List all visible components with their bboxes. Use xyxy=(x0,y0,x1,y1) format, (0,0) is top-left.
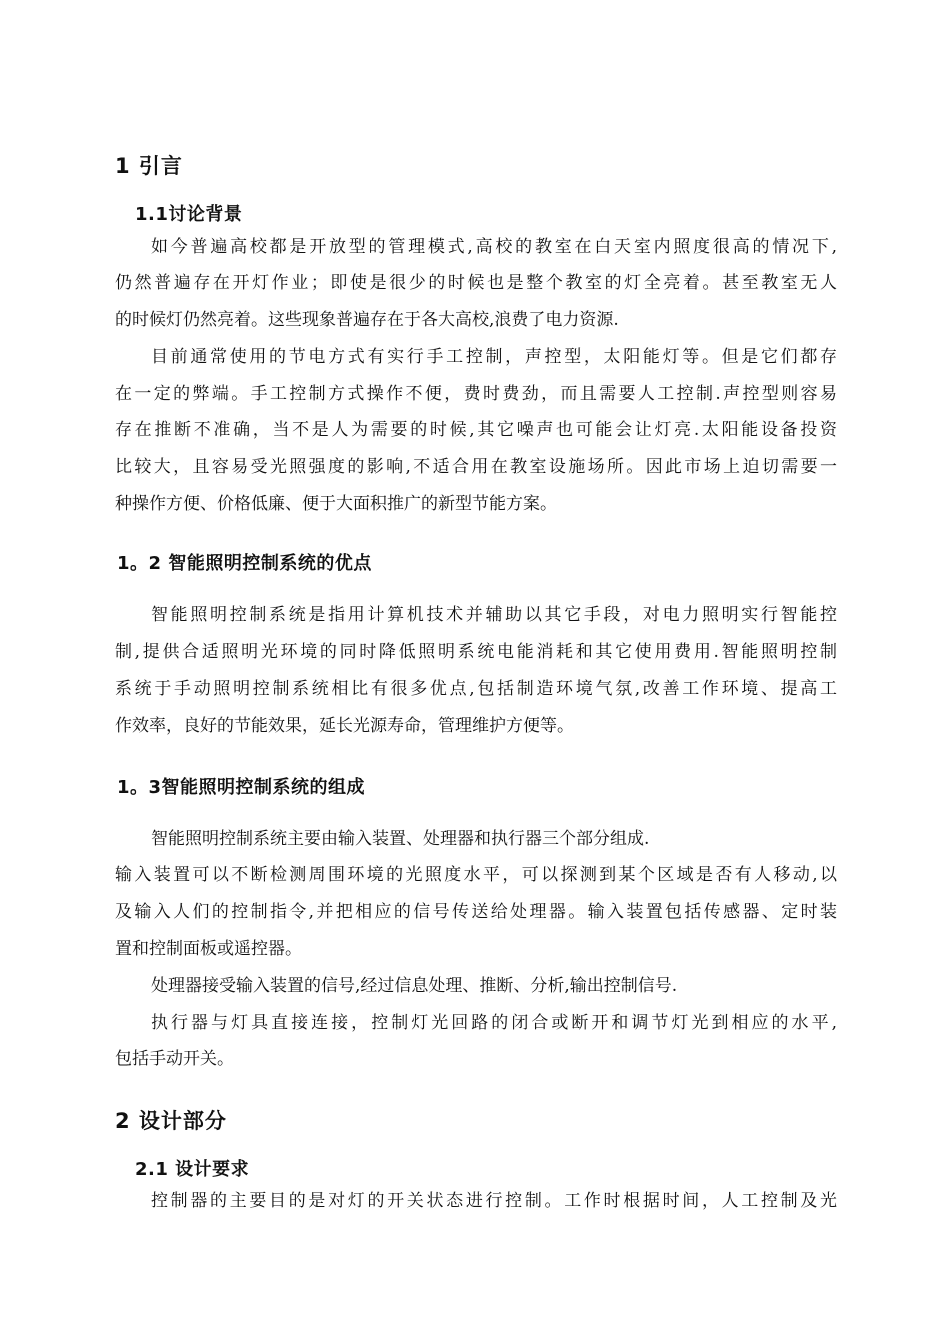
section-1-heading: 1 引言 xyxy=(115,154,183,178)
paragraph-line: 的时候灯仍然亮着。这些现象普遍存在于各大高校,浪费了电力资源. xyxy=(115,310,619,330)
paragraph-line: 制,提供合适照明光环境的同时降低照明系统电能消耗和其它使用费用.智能照明控制 xyxy=(115,642,837,662)
section-1-2-heading: 1。2 智能照明控制系统的优点 xyxy=(117,553,372,574)
paragraph-line: 执行器与灯具直接连接，控制灯光回路的闭合或断开和调节灯光到相应的水平, xyxy=(151,1013,837,1033)
paragraph-line: 输入装置可以不断检测周围环境的光照度水平，可以探测到某个区域是否有人移动,以 xyxy=(115,865,837,885)
paragraph-line: 比较大，且容易受光照强度的影响,不适合用在教室设施场所。因此市场上迫切需要一 xyxy=(115,457,837,477)
paragraph-line: 仍然普遍存在开灯作业；即使是很少的时候也是整个教室的灯全亮着。甚至教室无人 xyxy=(115,273,837,293)
section-1-1-heading: 1.1讨论背景 xyxy=(135,204,243,225)
section-1-3-heading: 1。3智能照明控制系统的组成 xyxy=(117,777,366,798)
paragraph-line: 目前通常使用的节电方式有实行手工控制，声控型，太阳能灯等。但是它们都存 xyxy=(151,347,837,367)
paragraph-line: 智能照明控制系统是指用计算机技术并辅助以其它手段，对电力照明实行智能控 xyxy=(151,605,837,625)
section-2-1-heading: 2.1 设计要求 xyxy=(135,1159,250,1180)
paragraph-line: 智能照明控制系统主要由输入装置、处理器和执行器三个部分组成. xyxy=(151,829,650,849)
paragraph-line: 控制器的主要目的是对灯的开关状态进行控制。工作时根据时间，人工控制及光 xyxy=(151,1191,837,1211)
paragraph-line: 及输入人们的控制指令,并把相应的信号传送给处理器。输入装置包括传感器、定时装 xyxy=(115,902,837,922)
paragraph-line: 在一定的弊端。手工控制方式操作不便，费时费劲，而且需要人工控制.声控型则容易 xyxy=(115,384,837,404)
paragraph-line: 如今普遍高校都是开放型的管理模式,高校的教室在白天室内照度很高的情况下, xyxy=(151,237,837,257)
paragraph-line: 置和控制面板或遥控器。 xyxy=(115,939,302,959)
paragraph-line: 包括手动开关。 xyxy=(115,1049,234,1069)
section-2-heading: 2 设计部分 xyxy=(115,1109,227,1133)
paragraph-line: 处理器接受输入装置的信号,经过信息处理、推断、分析,输出控制信号. xyxy=(151,976,678,996)
paragraph-line: 系统于手动照明控制系统相比有很多优点,包括制造环境气氛,改善工作环境、提高工 xyxy=(115,679,837,699)
paragraph-line: 作效率，良好的节能效果，延长光源寿命，管理维护方便等。 xyxy=(115,716,574,736)
paragraph-line: 存在推断不准确，当不是人为需要的时候,其它噪声也可能会让灯亮.太阳能设备投资 xyxy=(115,420,837,440)
paragraph-line: 种操作方便、价格低廉、便于大面积推广的新型节能方案。 xyxy=(115,494,557,514)
